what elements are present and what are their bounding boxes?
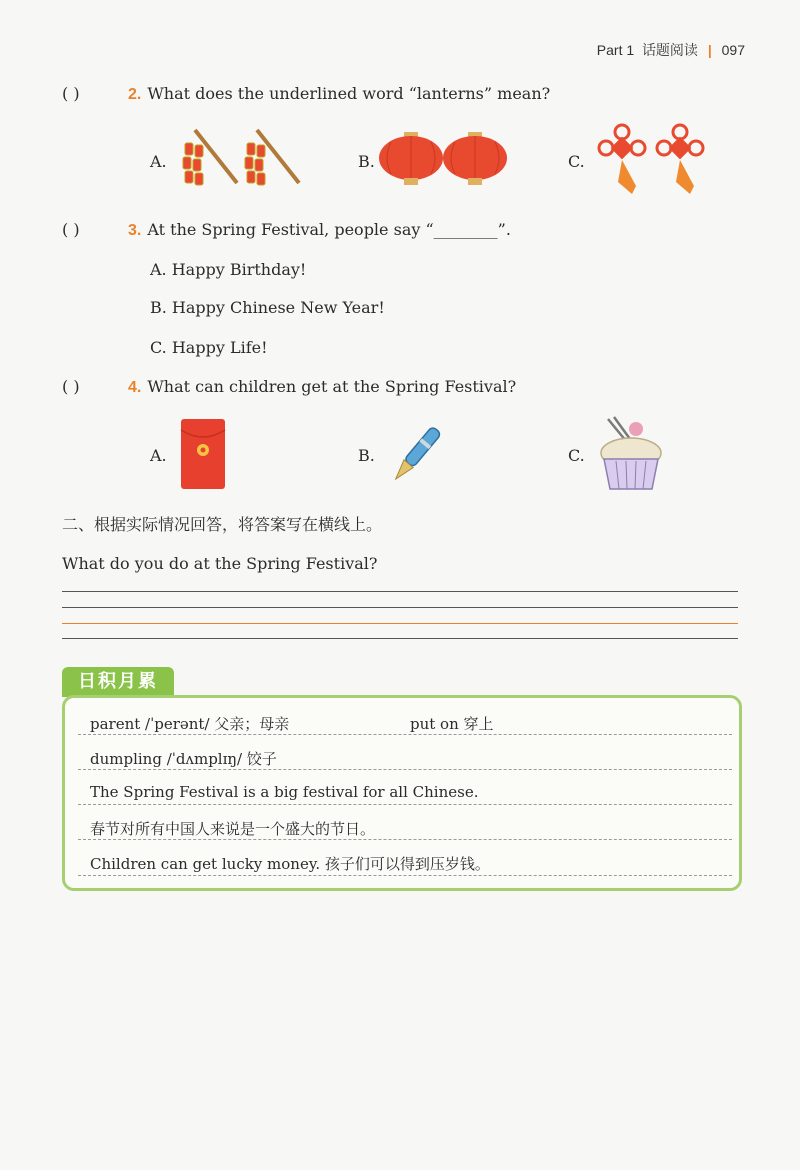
answer-bracket[interactable]: ( ) [62, 220, 80, 239]
q2-option-a-label: A. [150, 152, 167, 171]
vocab-sentence-en: The Spring Festival is a big festival for all Chinese. [90, 783, 479, 801]
section-2-question: What do you do at the Spring Festival? [62, 554, 378, 573]
page-number: 097 [721, 42, 745, 58]
answer-line-4[interactable] [62, 638, 738, 639]
q3-option-c: C. Happy Life! [150, 338, 268, 357]
cupcake-image [596, 415, 666, 493]
q4-option-a-label: A. [150, 446, 167, 465]
question-number: 2. [128, 86, 142, 103]
section-2-title: 二、根据实际情况回答，将答案写在横线上。 [62, 515, 383, 534]
q3-option-b: B. Happy Chinese New Year! [150, 298, 385, 317]
chinese-knots-image [592, 120, 717, 200]
vocab-lucky-money: Children can get lucky money. 孩子们可以得到压岁钱。 [90, 855, 490, 873]
lantern-2 [443, 132, 507, 185]
q2-option-b-label: B. [358, 152, 375, 171]
lanterns-image [378, 130, 508, 190]
q3-option-a: A. Happy Birthday! [150, 260, 307, 279]
fountain-pen-image [385, 420, 445, 492]
vocab-parent: parent /ˈperənt/ 父亲；母亲 [90, 715, 290, 733]
question-text: At the Spring Festival, people say “________”. [147, 220, 511, 239]
chinese-knot-1 [599, 125, 645, 194]
answer-bracket[interactable]: ( ) [62, 84, 80, 103]
lantern-1 [379, 132, 443, 185]
answer-line-1[interactable] [62, 591, 738, 592]
question-2 [62, 84, 550, 104]
answer-bracket[interactable]: ( ) [62, 377, 80, 396]
dashed-divider [78, 839, 732, 840]
q4-option-c-label: C. [568, 446, 585, 465]
vocab-put-on: put on 穿上 [410, 715, 494, 733]
red-envelope-image [180, 418, 226, 490]
dashed-divider [78, 734, 732, 735]
chinese-knot-2 [657, 125, 703, 194]
q2-option-c-label: C. [568, 152, 585, 171]
question-number: 4. [128, 379, 142, 396]
vocab-sentence-cn: 春节对所有中国人来说是一个盛大的节日。 [90, 820, 376, 838]
page-header: Part 1 话题阅读 | 097 [596, 42, 745, 59]
vocab-box-title: 日积月累 [62, 667, 174, 697]
firecracker-string-1 [183, 130, 237, 185]
dashed-divider [78, 875, 732, 876]
question-text: What does the underlined word “lanterns” mean? [147, 84, 551, 103]
answer-line-2[interactable] [62, 607, 738, 608]
answer-line-3[interactable] [62, 623, 738, 624]
part-label: Part 1 [596, 42, 635, 58]
q4-option-b-label: B. [358, 446, 375, 465]
dashed-divider [78, 769, 732, 770]
question-text: What can children get at the Spring Festival? [147, 377, 517, 396]
question-3 [62, 220, 511, 240]
question-number: 3. [128, 222, 142, 239]
topic-label: 话题阅读 [641, 43, 698, 59]
dashed-divider [78, 804, 732, 805]
question-4 [62, 377, 516, 397]
firecracker-string-2 [245, 130, 299, 185]
vocab-dumpling: dumpling /ˈdʌmplɪŋ/ 饺子 [90, 750, 277, 768]
firecrackers-image [175, 125, 305, 190]
